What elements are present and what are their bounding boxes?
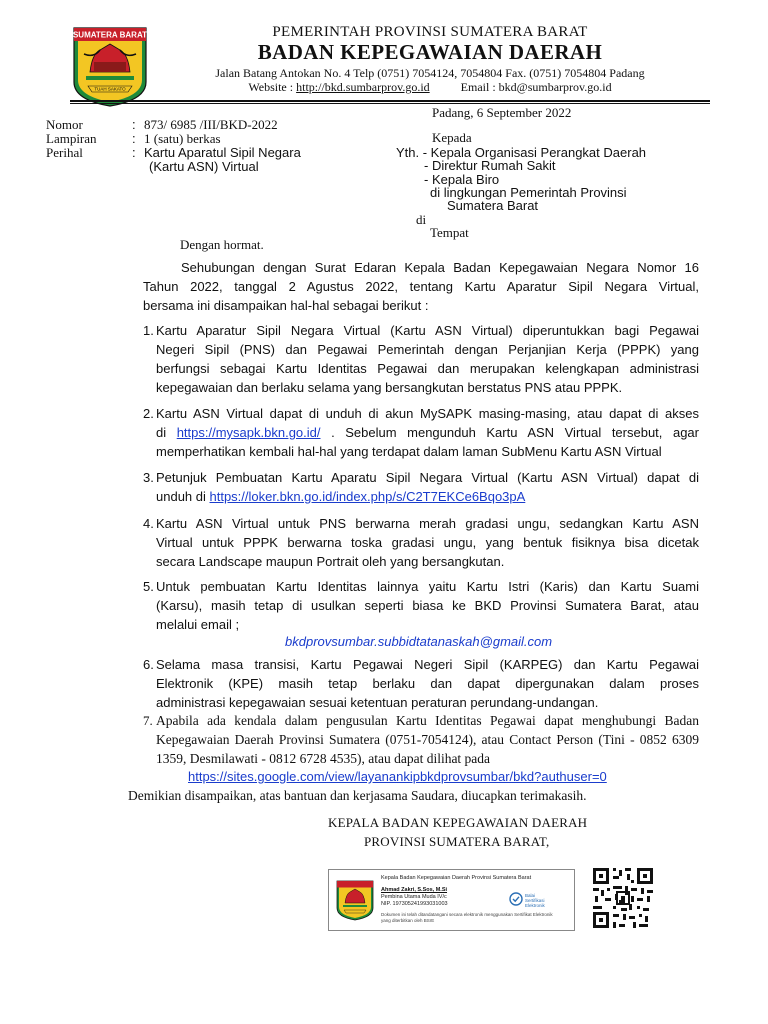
list-item-line	[156, 423, 699, 442]
bsre-line: Sertifikasi	[525, 898, 545, 903]
intro-line: bersama ini disampaikan hal-hal sebagai berikut :	[143, 298, 429, 313]
list-item-line: (Karsu), masih tetap di usulkan seperti biasa ke BKD Provinsi Sumatera Barat, atau	[156, 598, 699, 613]
list-item-4	[143, 514, 699, 571]
text-segment: . Sebelum mengunduh Kartu ASN Virtual tersebut, agar	[320, 425, 699, 440]
text-segment: di	[156, 425, 177, 440]
list-item-7	[143, 711, 699, 768]
list-item-line: Untuk pembuatan Kartu Identitas lainnya yaitu Kartu Istri (Karis) dan Kartu Suami	[156, 579, 699, 594]
website-link[interactable]: http://bkd.sumbarprov.go.id	[296, 80, 430, 94]
esign-rank: Pembina Utama Muda IV/c	[381, 894, 447, 900]
qr-code-icon	[591, 866, 655, 930]
perihal-value-line2: (Kartu ASN) Virtual	[149, 159, 259, 174]
agency-contact-line	[150, 80, 710, 95]
bsre-line: Elektronik	[525, 903, 545, 908]
header-rule-thin	[70, 103, 710, 104]
lampiran-value: 1 (satu) berkas	[144, 131, 221, 146]
colon: :	[132, 131, 136, 146]
website-label: Website :	[248, 80, 297, 94]
submission-email-link[interactable]: bkdprovsumbar.subbidtatanaskah@gmail.com	[285, 634, 553, 649]
recipient-kepada: Kepada	[432, 130, 472, 145]
list-item-line: Elektronik (KPE) masih tetap berlaku dan dapat dipergunakan dalam proses	[156, 676, 699, 691]
list-number: 7.	[143, 713, 153, 728]
list-item-1	[143, 321, 699, 397]
list-item-line	[156, 487, 699, 506]
agency-name: BADAN KEPEGAWAIAN DAERAH	[257, 40, 603, 64]
colon: :	[132, 145, 136, 160]
list-item-line: Negeri Sipil (PNS) dan Pegawai Pemerintah dengan Perjanjian Kerja (PPPK) yang	[156, 342, 699, 357]
list-number: 1.	[143, 323, 154, 338]
perihal-value-line1: Kartu Aparatul Sipil Negara	[144, 145, 301, 160]
government-name: PEMERINTAH PROVINSI SUMATERA BARAT	[272, 24, 588, 40]
list-item-line: melalui email ;	[156, 617, 240, 632]
greeting: Dengan hormat.	[180, 237, 264, 252]
list-item-line: Petunjuk Pembuatan Kartu Aparatu Sipil Negara Virtual (Kartu ASN Virtual) dapat di	[156, 470, 699, 485]
esign-name: Ahmad Zakri, S.Sos, M.Si	[381, 887, 448, 893]
list-item-line: Virtual untuk PPPK berwarna toska gradasi ungu, yang bentuk fisiknya bisa dicetak	[156, 535, 699, 550]
mysapk-link[interactable]: https://mysapk.bkn.go.id/	[176, 425, 321, 440]
list-item-line: Apabila ada kendala dalam pengusulan Kartu Identitas Pegawai dapat menghubungi Badan	[156, 713, 699, 728]
logo-banner-text: SUMATERA BARAT	[72, 30, 148, 40]
list-number: 6.	[143, 657, 154, 672]
list-item-line: Kartu ASN Virtual dapat di unduh di akun MySAPK masing-masing, atau dapat di akses	[156, 406, 699, 421]
perihal-label: Perihal	[46, 145, 83, 160]
list-item-2	[143, 404, 699, 461]
list-item-line: Selama masa transisi, Kartu Pegawai Negeri Sipil (KARPEG) dan Kartu Pegawai	[156, 657, 699, 672]
list-item-5	[143, 577, 699, 634]
recipient-line-4: di lingkungan Pemerintah Provinsi	[430, 185, 627, 200]
list-item-line: 1359, Desmilawati - 0812 6728 4535), atau dapat dilihat pada	[156, 751, 491, 766]
esign-header: Kepala Badan Kepegawaian Daerah Provinsi Sumatera Barat	[381, 875, 532, 881]
recipient-line-3: - Kepala Biro	[424, 172, 500, 187]
signatory-title: KEPALA BADAN KEPEGAWAIAN DAERAH	[328, 815, 588, 830]
list-number: 3.	[143, 470, 154, 485]
list-number: 2.	[143, 406, 154, 421]
recipient-line-2: - Direktur Rumah Sakit	[424, 158, 556, 173]
list-item-line: Kepegawaian Daerah Provinsi Sumatera (0751-7054124), atau Contact Person (Tini - 0852 6309	[156, 732, 699, 747]
signatory-province: PROVINSI SUMATERA BARAT,	[364, 834, 550, 849]
guide-link[interactable]: https://loker.bkn.go.id/index.php/s/C2T7EKCe6Bqo3pA	[209, 489, 526, 504]
google-sites-link[interactable]: https://sites.google.com/view/layanankipbkdprovsumbar/bkd?authuser=0	[188, 769, 607, 784]
text-segment: unduh di	[156, 489, 210, 504]
meta-perihal	[46, 145, 346, 175]
nomor-value: 873/ 6985 /III/BKD-2022	[144, 117, 278, 132]
recipient-yth: Yth. - Kepala Organisasi Perangkat Daerah	[396, 145, 647, 160]
list-item-line: kepegawaian dan berlaku selama yang bersangkutan berstatus PNS atau PPPK.	[156, 380, 623, 395]
lampiran-label: Lampiran	[46, 131, 97, 146]
header-rule-thick	[70, 100, 710, 102]
esign-note: Dokumen ini telah ditandatangani secara elektronik menggunakan Sertifikat Elektronik yang diterbitkan oleh BSrE	[381, 912, 553, 923]
list-item-line: memperhatikan kembali hal-hal yang terdapat dalam laman SubMenu Kartu ASN Virtual	[156, 444, 662, 459]
email-label: Email :	[460, 80, 499, 94]
intro-paragraph	[143, 258, 699, 315]
list-number: 4.	[143, 516, 154, 531]
bsre-line: Balai	[525, 893, 536, 898]
intro-line: Tahun 2022, tanggal 2 Agustus 2022, tentang Kartu Aparatur Sipil Negara Virtual,	[143, 279, 699, 294]
bsre-logo-icon	[509, 892, 523, 906]
colon: :	[132, 117, 136, 132]
list-number: 5.	[143, 579, 154, 594]
bsre-text	[525, 893, 545, 908]
agency-address: Jalan Batang Antokan No. 4 Telp (0751) 7054124, 7054804 Fax. (0751) 7054804 Padang	[215, 66, 645, 80]
list-item-line: secara Landscape maupun Portrait oleh yang bersangkutan.	[156, 554, 505, 569]
list-item-line: Kartu ASN Virtual untuk PNS berwarna merah gradasi ungu, sedangkan Kartu ASN	[156, 516, 699, 531]
province-emblem-small-icon	[335, 878, 375, 922]
list-item-3	[143, 468, 699, 506]
list-item-6	[143, 655, 699, 712]
list-item-line: berfungsi sebagai Kartu Identitas Pegawai dan merupakan kelengkapan administrasi	[156, 361, 699, 376]
nomor-label: Nomor	[46, 117, 83, 132]
intro-line: Sehubungan dengan Surat Edaran Kepala Badan Kepegawaian Negara Nomor 16	[181, 260, 699, 275]
esign-nip: NIP. 197305241993031003	[381, 901, 448, 907]
recipient-tempat: Tempat	[430, 225, 469, 240]
recipient-line-5: Sumatera Barat	[447, 198, 539, 213]
recipient-di: di	[416, 212, 427, 227]
electronic-signature-box	[328, 869, 575, 931]
email-link[interactable]: bkd@sumbarprov.go.id	[498, 80, 612, 94]
list-item-line: administrasi kepegawaian sesuai ketentuan peraturan perundang-undangan.	[156, 695, 599, 710]
list-item-line: Kartu Aparatur Sipil Negara Virtual (Kartu ASN Virtual) diperuntukkan bagi Pegawai	[156, 323, 699, 338]
province-emblem-logo	[70, 24, 150, 108]
letter-date: Padang, 6 September 2022	[432, 105, 572, 120]
closing-sentence: Demikian disampaikan, atas bantuan dan kerjasama Saudara, diucapkan terimakasih.	[128, 788, 587, 803]
logo-ribbon-text: TUAH SAKATO	[94, 86, 126, 92]
